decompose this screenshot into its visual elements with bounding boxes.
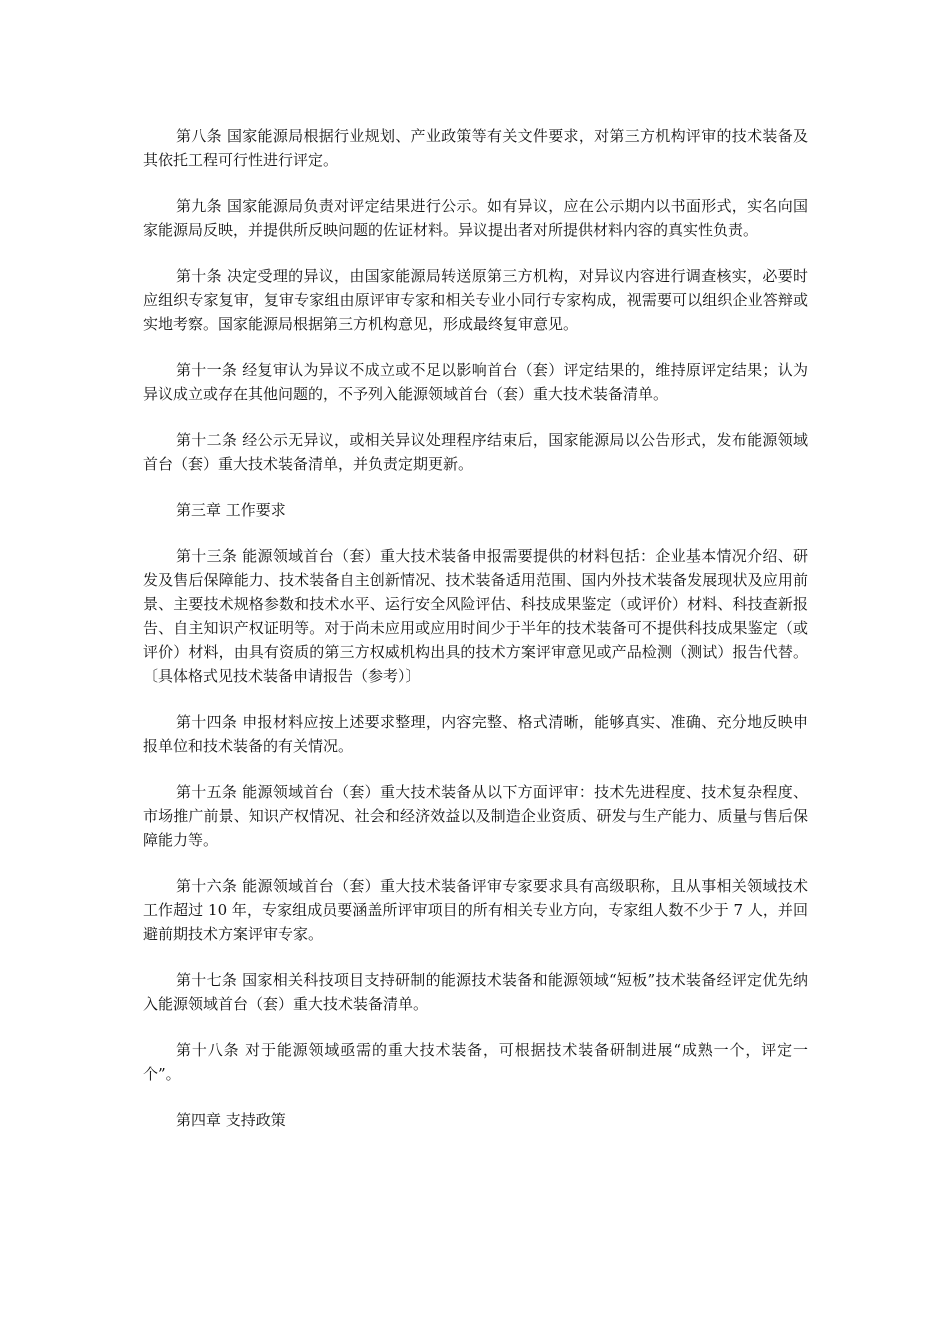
article-17: 第十七条 国家相关科技项目支持研制的能源技术装备和能源领域“短板”技术装备经评定优先纳入能源领域首台（套）重大技术装备清单。 (143, 971, 808, 1013)
article-11: 第十一条 经复审认为异议不成立或不足以影响首台（套）评定结果的，维持原评定结果；认为异议成立或存在其他问题的，不予列入能源领域首台（套）重大技术装备清单。 (143, 361, 808, 403)
article-9: 第九条 国家能源局负责对评定结果进行公示。如有异议，应在公示期内以书面形式，实名向国家能源局反映，并提供所反映问题的佐证材料。异议提出者对所提供材料内容的真实性负责。 (143, 197, 808, 239)
article-8: 第八条 国家能源局根据行业规划、产业政策等有关文件要求，对第三方机构评审的技术装备及其依托工程可行性进行评定。 (143, 127, 808, 169)
chapter-4-heading: 第四章 支持政策 (176, 1111, 286, 1129)
document-body (143, 124, 808, 1154)
article-18: 第十八条 对于能源领域亟需的重大技术装备，可根据技术装备研制进展“成熟一个，评定一个”。 (143, 1041, 808, 1083)
article-10: 第十条 决定受理的异议，由国家能源局转送原第三方机构，对异议内容进行调查核实，必要时应组织专家复审，复审专家组由原评审专家和相关专业小同行专家构成，视需要可以组织企业答辩或实地考察。国家能源局根据第三方机构意见，形成最终复审意见。 (143, 267, 808, 333)
article-15: 第十五条 能源领域首台（套）重大技术装备从以下方面评审：技术先进程度、技术复杂程度、市场推广前景、知识产权情况、社会和经济效益以及制造企业资质、研发与生产能力、质量与售后保障能力等。 (143, 783, 808, 849)
article-12: 第十二条 经公示无异议，或相关异议处理程序结束后，国家能源局以公告形式，发布能源领域首台（套）重大技术装备清单，并负责定期更新。 (143, 431, 808, 473)
article-16: 第十六条 能源领域首台（套）重大技术装备评审专家要求具有高级职称，且从事相关领域技术工作超过 10 年，专家组成员要涵盖所评审项目的所有相关专业方向，专家组人数不少于 7 人，并回避前期技术方案评审专家。 (143, 877, 808, 943)
chapter-3-heading: 第三章 工作要求 (176, 501, 286, 519)
article-13: 第十三条 能源领域首台（套）重大技术装备申报需要提供的材料包括：企业基本情况介绍、研发及售后保障能力、技术装备自主创新情况、技术装备适用范围、国内外技术装备发展现状及应用前景、主要技术规格参数和技术水平、运行安全风险评估、科技成果鉴定（或评价）材料、科技查新报告、自主知识产权证明等。对于尚未应用或应用时间少于半年的技术装备可不提供科技成果鉴定（或评价）材料，由具有资质的第三方权威机构出具的技术方案评审意见或产品检测（测试）报告代替。〔具体格式见技术装备申请报告（参考）〕 (143, 547, 808, 685)
article-14: 第十四条 申报材料应按上述要求整理，内容完整、格式清晰，能够真实、准确、充分地反映申报单位和技术装备的有关情况。 (143, 713, 808, 755)
